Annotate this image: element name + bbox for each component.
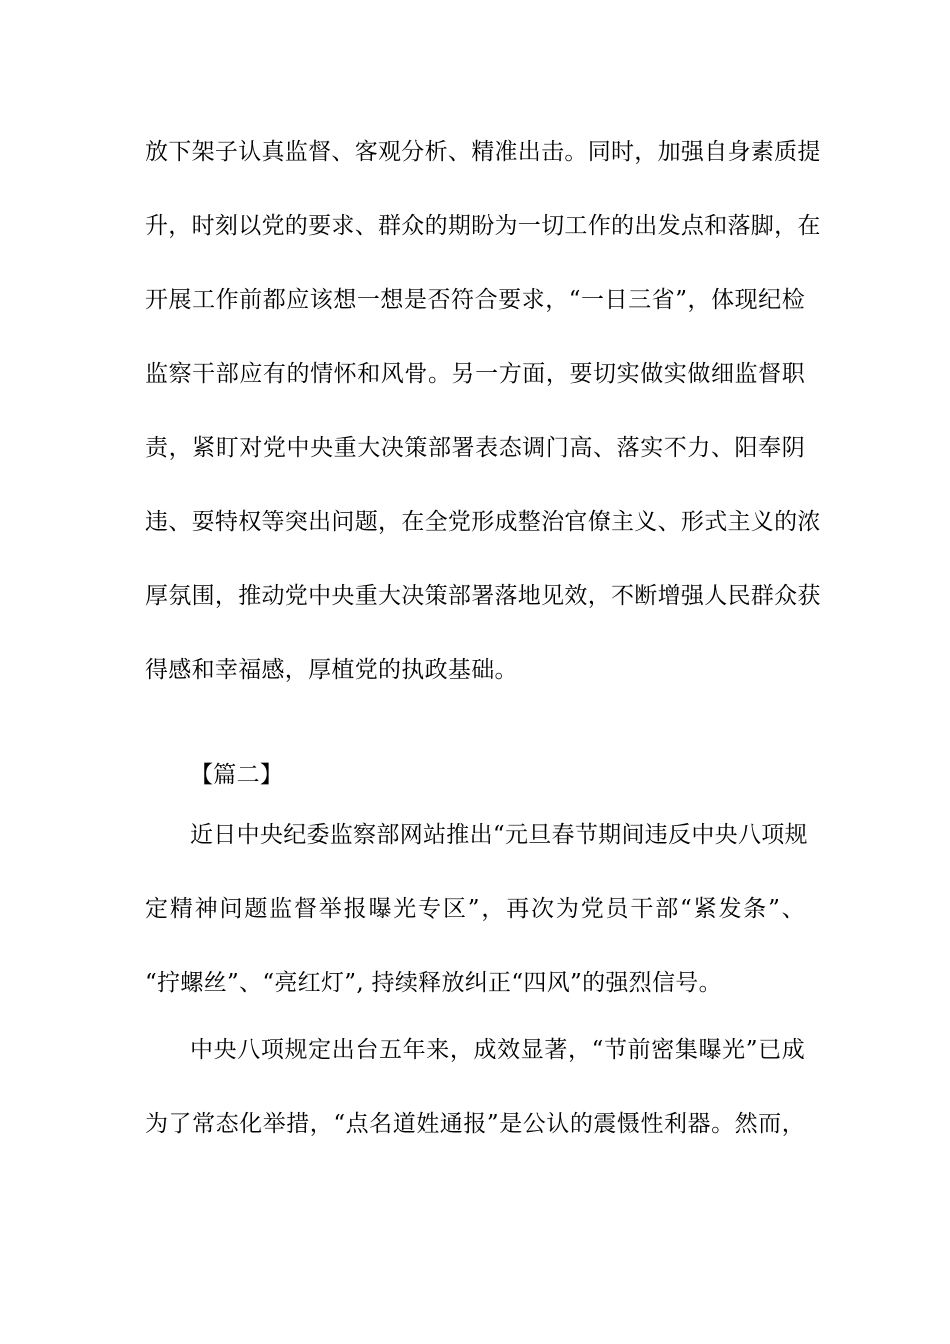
body-text-line: 放下架子认真监督、客观分析、精准出击。同时，加强自身素质提 [145, 139, 821, 165]
paragraph-first-line: 近日中央纪委监察部网站推出“元旦春节期间违反中央八项规 [190, 822, 808, 848]
body-text-line: 定精神问题监督举报曝光专区”，再次为党员干部“紧发条”、 [145, 896, 805, 922]
body-text-line: 开展工作前都应该想一想是否符合要求，“一日三省”，体现纪检 [145, 287, 805, 313]
body-text-line: 违、耍特权等突出问题，在全党形成整治官僚主义、形式主义的浓 [145, 509, 821, 535]
body-text-line: 厚氛围，推动党中央重大决策部署落地见效，不断增强人民群众获 [145, 583, 821, 609]
paragraph-first-line: 中央八项规定出台五年来，成效显著，“节前密集曝光”已成 [190, 1037, 805, 1063]
section-heading: 【篇二】 [190, 762, 284, 788]
body-text-line: “拧螺丝”、“亮红灯”, 持续释放纠正“四风”的强烈信号。 [145, 970, 722, 996]
body-text-line: 得感和幸福感，厚植党的执政基础。 [145, 657, 518, 683]
body-text-line: 责，紧盯对党中央重大决策部署表态调门高、落实不力、阳奉阴 [145, 435, 805, 461]
body-text-line: 监察干部应有的情怀和风骨。另一方面，要切实做实做细监督职 [145, 361, 805, 387]
body-text-line: 升，时刻以党的要求、群众的期盼为一切工作的出发点和落脚，在 [145, 213, 821, 239]
body-text-line: 为了常态化举措，“点名道姓通报”是公认的震慑性利器。然而， [145, 1111, 805, 1137]
